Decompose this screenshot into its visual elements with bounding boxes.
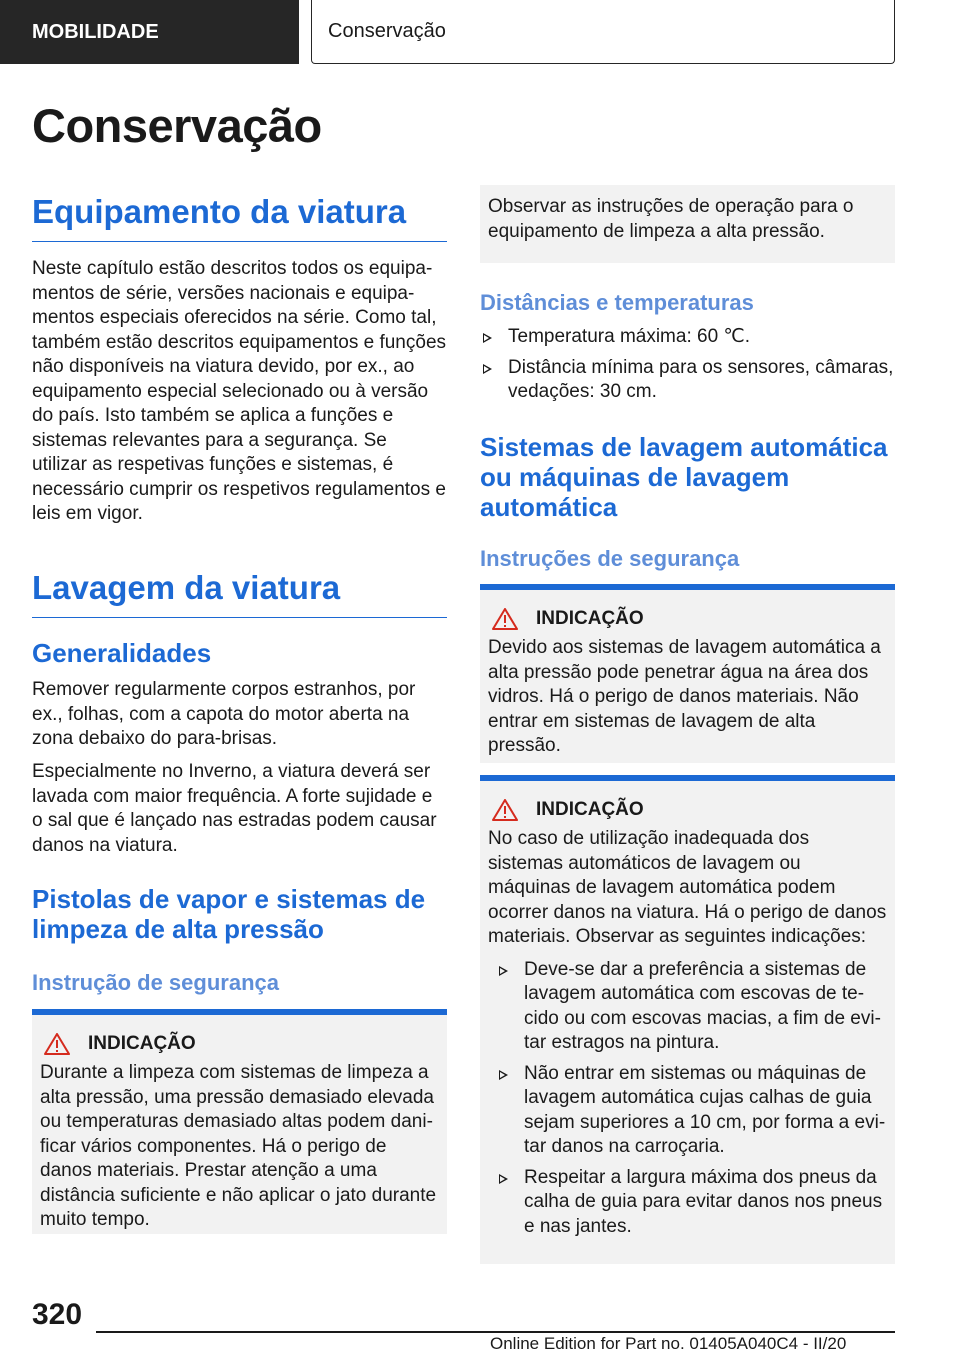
paragraph-equipamento: Neste capítulo estão descritos todos os equipamentos de série, versões nacionais e equipamentos especiais oferecidos na série. Como tal, também estão descritos equipamentos e funções não disponíveis na viatura devido, por ex., ao equipamento especial selecionado ou à versão do país. Isto também se aplica a funções e sistemas relevantes para a segurança. Se utilizar as respetivas funções e sistemas, é necessário cumprir os respetivos regulamentos e leis em vigor. bbox=[32, 258, 447, 524]
page-title: Conservação bbox=[32, 99, 322, 152]
notice-box-2 bbox=[480, 775, 895, 1264]
heading-instrucoes-seguranca: Instruções de segurança bbox=[480, 546, 740, 571]
footer-divider bbox=[96, 1331, 895, 1333]
list-item: Temperatura máxima: 60 ℃. bbox=[480, 325, 895, 350]
list-item: Respeitar a largura máxima dos pneus da calha de guia para evitar danos nos pneus e nas jantes. bbox=[488, 1166, 887, 1240]
page-number: 320 bbox=[32, 1298, 83, 1331]
paragraph-generalidades-2: Especialmente no Inverno, a viatura deverá ser lavada com maior frequência. A forte sujidade e o sal que é lançado nas estradas podem causar danos na viatura. bbox=[32, 761, 437, 856]
notice-box-1 bbox=[480, 584, 895, 763]
notice-label: INDICAÇÃO bbox=[536, 608, 644, 629]
notice-text: No caso de utilização inadequada dos sistemas automáticos de lavagem ou máquinas de lavagem automática podem ocorrer danos na viatura. Há o perigo de danos materiais. Observar as seguintes indicações: bbox=[488, 828, 887, 947]
section-equipamento bbox=[32, 193, 447, 242]
notice-text: Devido aos sistemas de lavagem automática a alta pressão pode penetrar água na área dos vidros. Há o perigo de danos materiais. Não entrar em sistemas de lavagem de alta pressão. bbox=[488, 637, 881, 756]
info-box bbox=[480, 185, 895, 263]
triangle-bullet-icon bbox=[499, 1070, 508, 1080]
notice-list bbox=[488, 958, 887, 1240]
notice-label: INDICAÇÃO bbox=[88, 1033, 196, 1054]
notice-header bbox=[44, 1033, 439, 1055]
heading-pistolas: Pistolas de vapor e sistemas de limpeza de alta pressão bbox=[32, 884, 426, 944]
triangle-bullet-icon bbox=[483, 333, 492, 343]
heading-lavagem: Lavagem da viatura bbox=[32, 569, 447, 618]
header-chapter-tab bbox=[311, 0, 895, 64]
heading-distancias: Distâncias e temperaturas bbox=[480, 290, 754, 315]
notice-label: INDICAÇÃO bbox=[536, 799, 644, 820]
notice-text: Durante a limpeza com sistemas de limpeza a alta pressão, uma pressão demasiado elevada ou temperaturas demasiado altas podem danificar vários componentes. Há o perigo de danos materiais. Prestar atenção a uma distância suficiente e não aplicar o jato durante muito tempo. bbox=[40, 1062, 437, 1230]
section-lavagem bbox=[32, 569, 447, 618]
heading-equipamento: Equipamento da viatura bbox=[32, 193, 447, 242]
list-item: Deve-se dar a preferência a sistemas de lavagem automática com escovas de tecido ou com escovas macias, a fim de evitar estragos na pintura. bbox=[488, 958, 887, 1056]
heading-instrucao-seguranca: Instrução de segurança bbox=[32, 970, 279, 995]
triangle-bullet-icon bbox=[499, 1174, 508, 1184]
header-chapter-label: Conservação bbox=[328, 20, 446, 42]
footer-edition: Online Edition for Part no. 01405A040C4 - II/20 bbox=[490, 1334, 847, 1353]
warning-triangle-icon bbox=[492, 608, 518, 630]
notice-header bbox=[492, 608, 887, 630]
warning-triangle-icon bbox=[44, 1033, 70, 1055]
distances-list bbox=[480, 325, 895, 411]
paragraph-generalidades-1: Remover regularmente corpos estranhos, por ex., folhas, com a capota do motor aberta na zona debaixo do para-brisas. bbox=[32, 679, 416, 749]
triangle-bullet-icon bbox=[499, 966, 508, 976]
notice-box bbox=[32, 1009, 447, 1234]
list-item: Não entrar em sistemas ou máquinas de lavagem automática cujas calhas de guia sejam superiores a 10 cm, por forma a evitar danos na carroçaria. bbox=[488, 1062, 887, 1160]
warning-triangle-icon bbox=[492, 799, 518, 821]
header-section-tab bbox=[0, 0, 299, 64]
list-item: Distância mínima para os sensores, câmaras, vedações: 30 cm. bbox=[480, 356, 895, 405]
header-section-label: MOBILIDADE bbox=[32, 20, 159, 43]
triangle-bullet-icon bbox=[483, 364, 492, 374]
heading-generalidades: Generalidades bbox=[32, 638, 212, 668]
info-box-text: Observar as instruções de operação para o equipamento de limpeza a alta pressão. bbox=[488, 196, 854, 242]
heading-sistemas-lavagem: Sistemas de lavagem automática ou máquinas de lavagem automática bbox=[480, 432, 888, 522]
notice-header bbox=[492, 799, 887, 821]
